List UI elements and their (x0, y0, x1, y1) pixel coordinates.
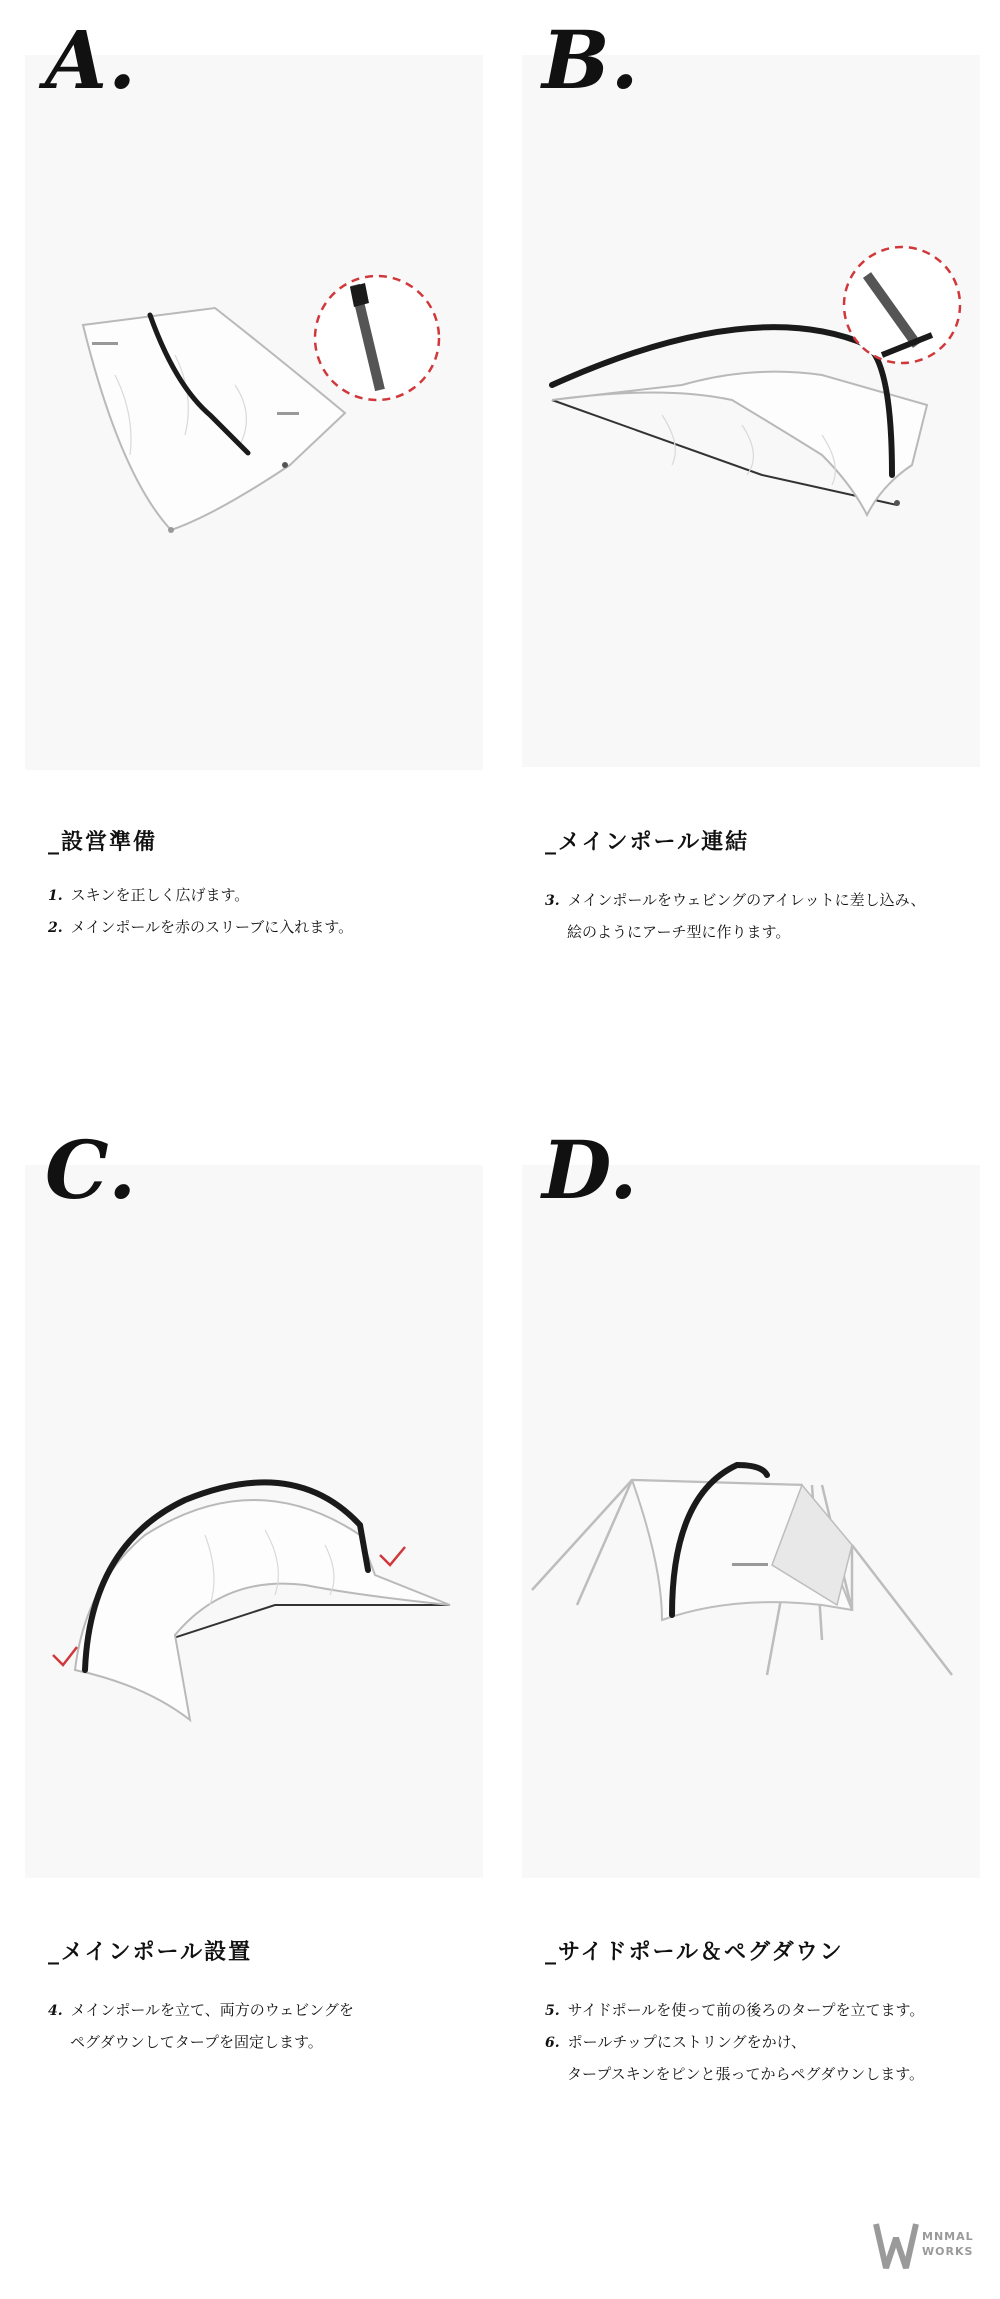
logo-text-line2: WORKS (922, 2245, 974, 2258)
steps-list-d (545, 1995, 924, 2090)
logo-text-line1: MNMAL (922, 2230, 974, 2243)
tarp-flat-illustration (25, 55, 483, 770)
section-heading-a: _設営準備 (48, 830, 158, 855)
step-item: 4. メインポールを立て、両方のウェビングを (48, 2001, 354, 2019)
section-letter-b: B. (542, 13, 640, 107)
panel-a-illustration (25, 55, 483, 770)
panel-b-illustration (522, 55, 980, 767)
tarp-standing-illustration (25, 1165, 483, 1878)
step-item: 3. メインポールをウェビングのアイレットに差し込み、 (545, 891, 926, 909)
section-letter-a: A. (45, 13, 137, 107)
section-letter-c: C. (45, 1123, 138, 1217)
mw-logo-icon (872, 2216, 920, 2278)
step-item: 絵のようにアーチ型に作ります。 (567, 923, 791, 941)
steps-list-c (48, 1995, 354, 2058)
steps-list-a (48, 880, 353, 944)
step-item: 5. サイドポールを使って前の後ろのタープを立てます。 (545, 2001, 925, 2019)
section-heading-b: _メインポール連結 (545, 830, 750, 855)
step-item: タープスキンをピンと張ってからペグダウンします。 (567, 2065, 925, 2083)
step-item: 1. スキンを正しく広げます。 (48, 886, 250, 904)
section-letter-d: D. (542, 1123, 639, 1217)
step-item: ペグダウンしてタープを固定します。 (70, 2033, 323, 2051)
step-item: 6. ポールチップにストリングをかけ、 (545, 2033, 806, 2051)
tarp-pitched-illustration (522, 1165, 980, 1878)
panel-d-illustration (522, 1165, 980, 1878)
step-item: 2. メインポールを赤のスリーブに入れます。 (48, 918, 354, 936)
section-heading-c: _メインポール設置 (48, 1940, 253, 1965)
brand-logo (872, 2212, 982, 2282)
panel-c-illustration (25, 1165, 483, 1878)
steps-list-b (545, 885, 926, 948)
tarp-arch-illustration (522, 55, 980, 767)
section-heading-d: _サイドポール＆ペグダウン (545, 1940, 844, 1965)
